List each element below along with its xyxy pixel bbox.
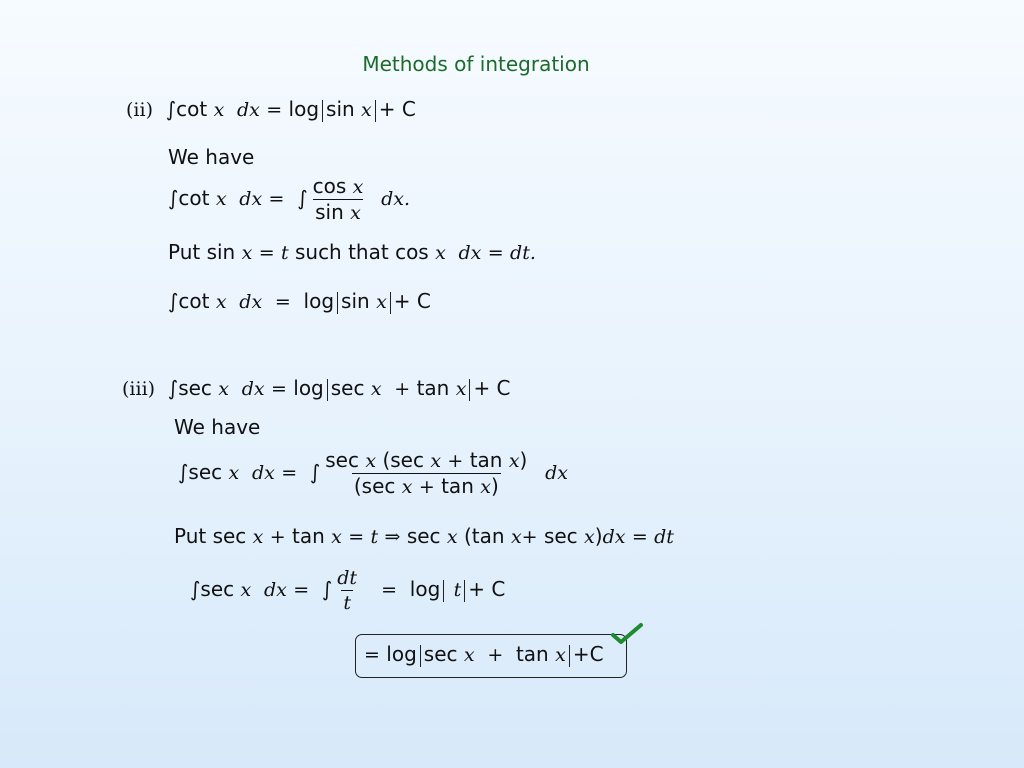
plus-c: +C — [572, 642, 604, 666]
variable: x — [455, 378, 467, 400]
sec-text: sec — [423, 642, 458, 666]
equals-sign: = — [270, 378, 287, 400]
variable: x — [370, 378, 382, 400]
variable: x — [510, 526, 522, 548]
equals-sign: = — [268, 188, 285, 210]
integral-sign: ∫ — [178, 460, 189, 484]
sec-text: sec — [406, 524, 441, 548]
variable: x — [215, 188, 227, 210]
variable: x — [215, 291, 227, 313]
fraction — [323, 448, 529, 499]
log-text: log — [293, 376, 324, 400]
plus-sign: + — [521, 526, 538, 548]
log-text: log — [303, 289, 335, 313]
sin-text: sin — [326, 97, 355, 121]
sec-text: sec — [325, 448, 359, 472]
close-paren: ) — [519, 448, 528, 472]
differential: dx — [545, 462, 568, 484]
abs-bar — [464, 580, 465, 602]
integral-sign: ∫ — [168, 289, 179, 313]
plus-sign: + — [447, 450, 464, 472]
sin-text: sin — [315, 200, 344, 224]
variable: x — [463, 644, 475, 666]
variable: x — [213, 99, 225, 121]
page-title: Methods of integration — [362, 52, 590, 76]
function-name: cot — [178, 289, 210, 313]
differential: dx — [237, 99, 260, 121]
differential: dx — [239, 291, 263, 313]
variable: x — [584, 526, 595, 548]
variable: x — [228, 462, 240, 484]
variable: x — [241, 242, 253, 264]
variable: x — [350, 202, 361, 224]
part-label: (iii) — [122, 378, 156, 400]
variable: x — [352, 176, 364, 198]
plus-sign: + — [394, 378, 411, 400]
integral-sign: ∫ — [190, 577, 201, 601]
open-paren: ( — [463, 524, 472, 548]
integral-sign: ∫ — [165, 97, 177, 121]
final-answer — [364, 642, 604, 667]
sec-text: sec — [330, 376, 365, 400]
equals-sign: = — [258, 242, 275, 264]
sec-text: sec — [543, 524, 578, 548]
equals-sign: = — [364, 644, 380, 666]
abs-bar — [569, 645, 570, 667]
variable: x — [218, 378, 230, 400]
part-ii-substitution — [168, 240, 536, 264]
function-name: cot — [178, 186, 210, 210]
close-paren: ) — [594, 524, 603, 548]
fraction — [311, 174, 366, 225]
differential-t: dt. — [510, 242, 536, 264]
tan-text: tan — [471, 524, 505, 548]
variable: x — [361, 99, 372, 121]
part-iii-step1 — [178, 448, 568, 499]
integral-sign: ∫ — [297, 186, 308, 210]
tan-text: tan — [441, 474, 474, 498]
variable: x — [555, 644, 566, 666]
function-name: sec — [178, 376, 212, 400]
variable-t: t — [280, 242, 289, 264]
differential: dx — [251, 462, 275, 484]
equals-sign: = — [274, 291, 291, 313]
sec-text: (sec — [382, 448, 424, 472]
put-text: Put sin — [168, 240, 236, 264]
log-text: log — [288, 97, 320, 121]
tan-text: tan — [469, 448, 503, 472]
abs-bar — [337, 292, 338, 314]
fraction-denominator: t — [343, 592, 351, 614]
integral-sign: ∫ — [321, 577, 333, 601]
variable: x — [376, 291, 387, 313]
part-ii-step1 — [168, 174, 410, 225]
variable: x — [446, 526, 458, 548]
close-paren: ) — [490, 474, 499, 498]
such-that-text: such that cos — [294, 240, 429, 264]
fraction-denominator — [313, 199, 363, 225]
differential: dx — [239, 188, 263, 210]
equals-sign: = — [381, 579, 398, 601]
abs-bar — [327, 379, 328, 401]
plus-c: + C — [393, 289, 431, 313]
sin-text: sin — [341, 289, 370, 313]
abs-bar — [322, 100, 323, 122]
differential: dx — [241, 378, 265, 400]
log-text: log — [386, 642, 417, 666]
abs-bar — [469, 379, 470, 401]
integral-sign: ∫ — [167, 376, 179, 400]
variable: x — [430, 450, 442, 472]
checkmark-icon — [610, 622, 644, 646]
log-text: log — [409, 577, 441, 601]
function-name: cot — [176, 97, 208, 121]
plus-c: + C — [378, 97, 416, 121]
differential: dx — [263, 579, 287, 601]
integral-sign: ∫ — [309, 460, 321, 484]
we-have-text: We have — [168, 145, 255, 169]
tan-text: tan — [292, 524, 325, 548]
equals-sign: = — [631, 526, 648, 548]
plus-sign: + — [418, 476, 435, 498]
equals-sign: = — [293, 579, 310, 601]
abs-bar — [443, 580, 444, 602]
equals-sign: = — [266, 99, 283, 121]
equals-sign: = — [487, 242, 504, 264]
plus-c: + C — [468, 577, 506, 601]
part-iii-statement — [122, 376, 511, 401]
variable: x — [365, 450, 377, 472]
cos-text: cos — [312, 174, 347, 198]
abs-bar — [375, 100, 376, 122]
part-iii-step2 — [190, 566, 505, 615]
fraction-denominator — [352, 473, 501, 499]
differential: dx — [602, 526, 626, 548]
integral-sign: ∫ — [168, 186, 179, 210]
equals-sign: = — [348, 526, 365, 548]
fraction-numerator — [323, 448, 529, 473]
function-name: sec — [200, 577, 235, 601]
variable: x — [508, 450, 520, 472]
variable: x — [240, 579, 252, 601]
put-text: Put sec — [174, 524, 247, 548]
variable: x — [252, 526, 264, 548]
fraction — [335, 566, 359, 615]
variable: x — [435, 242, 446, 264]
fraction-numerator — [311, 174, 366, 199]
variable-t: t — [453, 579, 462, 601]
abs-bar — [420, 645, 421, 667]
we-have-text: We have — [174, 415, 261, 439]
implies-arrow: ⇒ — [384, 526, 401, 548]
differential: dx. — [381, 188, 410, 210]
plus-sign: + — [487, 644, 504, 666]
part-ii-statement — [126, 97, 416, 122]
tan-text: tan — [515, 642, 549, 666]
variable: x — [331, 526, 342, 548]
abs-bar — [390, 292, 391, 314]
plus-c: + C — [473, 376, 511, 400]
equals-sign: = — [281, 462, 298, 484]
tan-text: tan — [416, 376, 450, 400]
differential-t: dt — [654, 526, 674, 548]
function-name: sec — [188, 460, 223, 484]
part-label: (ii) — [126, 99, 153, 121]
part-ii-result — [168, 289, 431, 314]
variable: x — [480, 476, 491, 498]
sec-text: (sec — [353, 474, 396, 498]
variable-t: t — [370, 526, 379, 548]
variable: x — [401, 476, 413, 498]
fraction-numerator: dt — [337, 567, 358, 589]
plus-sign: + — [269, 526, 286, 548]
differential: dx — [458, 242, 482, 264]
part-iii-substitution — [174, 524, 674, 548]
